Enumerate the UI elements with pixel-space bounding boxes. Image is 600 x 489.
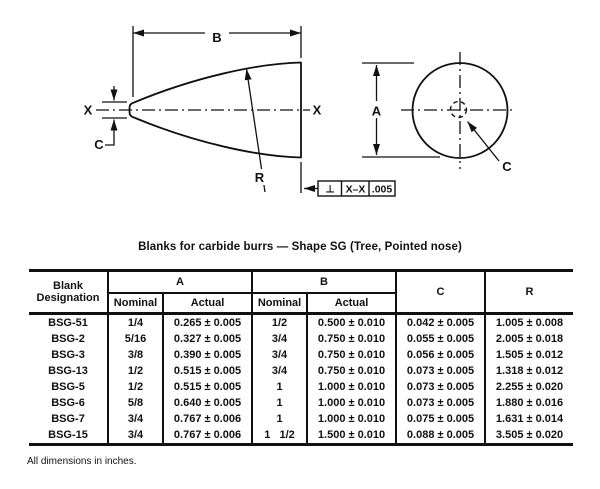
cell-b-nominal: 1 [252, 395, 307, 411]
cell-a-actual: 0.767 ± 0.006 [163, 427, 252, 445]
cell-a-actual: 0.515 ± 0.005 [163, 363, 252, 379]
dimension-a-label: A [371, 103, 382, 119]
cell-c-value: 0.073 ± 0.005 [396, 379, 485, 395]
cell-b-actual: 1.500 ± 0.010 [307, 427, 396, 445]
header-b-nominal: Nominal [252, 293, 307, 314]
table-row [29, 314, 573, 332]
dimension-c-label: C [94, 137, 104, 152]
cell-designation: BSG-6 [29, 395, 108, 411]
cell-a-actual: 0.640 ± 0.005 [163, 395, 252, 411]
cell-r-value: 1.318 ± 0.012 [495, 365, 564, 377]
cell-c-value: 0.056 ± 0.005 [396, 347, 485, 363]
cell-r-value: 1.505 ± 0.012 [495, 349, 564, 361]
cell-r-value: 2.005 ± 0.018 [495, 333, 564, 345]
table-row [29, 379, 573, 395]
cell-designation: BSG-51 [29, 314, 108, 332]
table-row [29, 427, 573, 445]
table-row [29, 331, 573, 347]
cell-b-nominal: 3/4 [252, 331, 307, 347]
header-a-actual: Actual [163, 293, 252, 314]
header-b: B [252, 271, 396, 294]
dimension-b-label: B [212, 30, 222, 45]
cell-designation: BSG-5 [29, 379, 108, 395]
header-designation-line2: Designation [36, 292, 100, 304]
cell-b-nominal: 1 [252, 411, 307, 427]
cell-r-value: 1.631 ± 0.014 [495, 413, 564, 425]
cell-b-actual: 0.750 ± 0.010 [307, 363, 396, 379]
cell-b-actual: 1.000 ± 0.010 [307, 395, 396, 411]
fcf-tolerance: .005 [371, 183, 393, 196]
cell-a-actual: 0.327 ± 0.005 [163, 331, 252, 347]
dimension-r-label: R [254, 170, 265, 185]
header-b-actual: Actual [307, 293, 396, 314]
table-row [29, 395, 573, 411]
header-r: R [485, 271, 573, 314]
cell-designation: BSG-7 [29, 411, 108, 427]
cell-b-actual: 0.750 ± 0.010 [307, 347, 396, 363]
cell-c-value: 0.055 ± 0.005 [396, 331, 485, 347]
cell-a-actual: 0.265 ± 0.005 [163, 314, 252, 332]
header-blank-line1: Blank [53, 280, 83, 292]
cell-a-nominal: 5/16 [108, 331, 163, 347]
cell-a-actual: 0.515 ± 0.005 [163, 379, 252, 395]
header-a-nominal: Nominal [108, 293, 163, 314]
end-view-c-leader [468, 122, 500, 162]
table-row [29, 347, 573, 363]
cell-b-actual: 1.000 ± 0.010 [307, 411, 396, 427]
cell-designation: BSG-13 [29, 363, 108, 379]
cell-a-nominal: 5/8 [108, 395, 163, 411]
cell-b-nominal: 3/4 [252, 347, 307, 363]
table-body [29, 314, 573, 445]
cell-b-nominal: 1/2 [252, 314, 307, 332]
end-view-c-label: C [502, 159, 512, 174]
cell-r-value: 3.505 ± 0.020 [495, 429, 564, 441]
cell-c-value: 0.042 ± 0.005 [396, 314, 485, 332]
table-row [29, 363, 573, 379]
cell-r-value: 1.005 ± 0.008 [495, 317, 564, 329]
table-title: Blanks for carbide burrs — Shape SG (Tree, Pointed nose) [138, 241, 462, 253]
cell-a-nominal: 3/4 [108, 411, 163, 427]
cell-b-actual: 0.500 ± 0.010 [307, 314, 396, 332]
datum-x-left-label: X [83, 102, 93, 118]
cell-designation: BSG-2 [29, 331, 108, 347]
cell-c-value: 0.075 ± 0.005 [396, 411, 485, 427]
dimension-c-leader [105, 120, 114, 146]
cell-a-nominal: 3/4 [108, 427, 163, 445]
burr-technical-drawing [0, 0, 600, 235]
header-a: A [108, 271, 252, 294]
cell-c-value: 0.088 ± 0.005 [396, 427, 485, 445]
table-row [29, 411, 573, 427]
cell-c-value: 0.073 ± 0.005 [396, 395, 485, 411]
cell-a-actual: 0.767 ± 0.006 [163, 411, 252, 427]
cell-a-nominal: 1/2 [108, 379, 163, 395]
table-header [29, 271, 573, 314]
cell-b-actual: 0.750 ± 0.010 [307, 331, 396, 347]
fcf-datum: X–X [345, 183, 366, 196]
cell-a-nominal: 1/4 [108, 314, 163, 332]
cell-b-nominal: 3/4 [252, 363, 307, 379]
cell-b-nominal: 1 [252, 379, 307, 395]
spec-table [29, 269, 573, 446]
header-blank-designation [29, 271, 108, 314]
cell-r-value: 2.255 ± 0.020 [495, 381, 564, 393]
datum-x-right-label: X [312, 102, 322, 118]
cell-designation: BSG-3 [29, 347, 108, 363]
cell-b-nominal: 1 1/2 [252, 427, 307, 445]
cell-a-actual: 0.390 ± 0.005 [163, 347, 252, 363]
cell-r-value: 1.880 ± 0.016 [495, 397, 564, 409]
footnote: All dimensions in inches. [27, 456, 137, 467]
cell-a-nominal: 3/8 [108, 347, 163, 363]
cell-c-value: 0.073 ± 0.005 [396, 363, 485, 379]
cell-a-nominal: 1/2 [108, 363, 163, 379]
header-c: C [396, 271, 485, 314]
cell-designation: BSG-15 [29, 427, 108, 445]
perpendicularity-icon: ⊥ [325, 183, 335, 196]
cell-b-actual: 1.000 ± 0.010 [307, 379, 396, 395]
